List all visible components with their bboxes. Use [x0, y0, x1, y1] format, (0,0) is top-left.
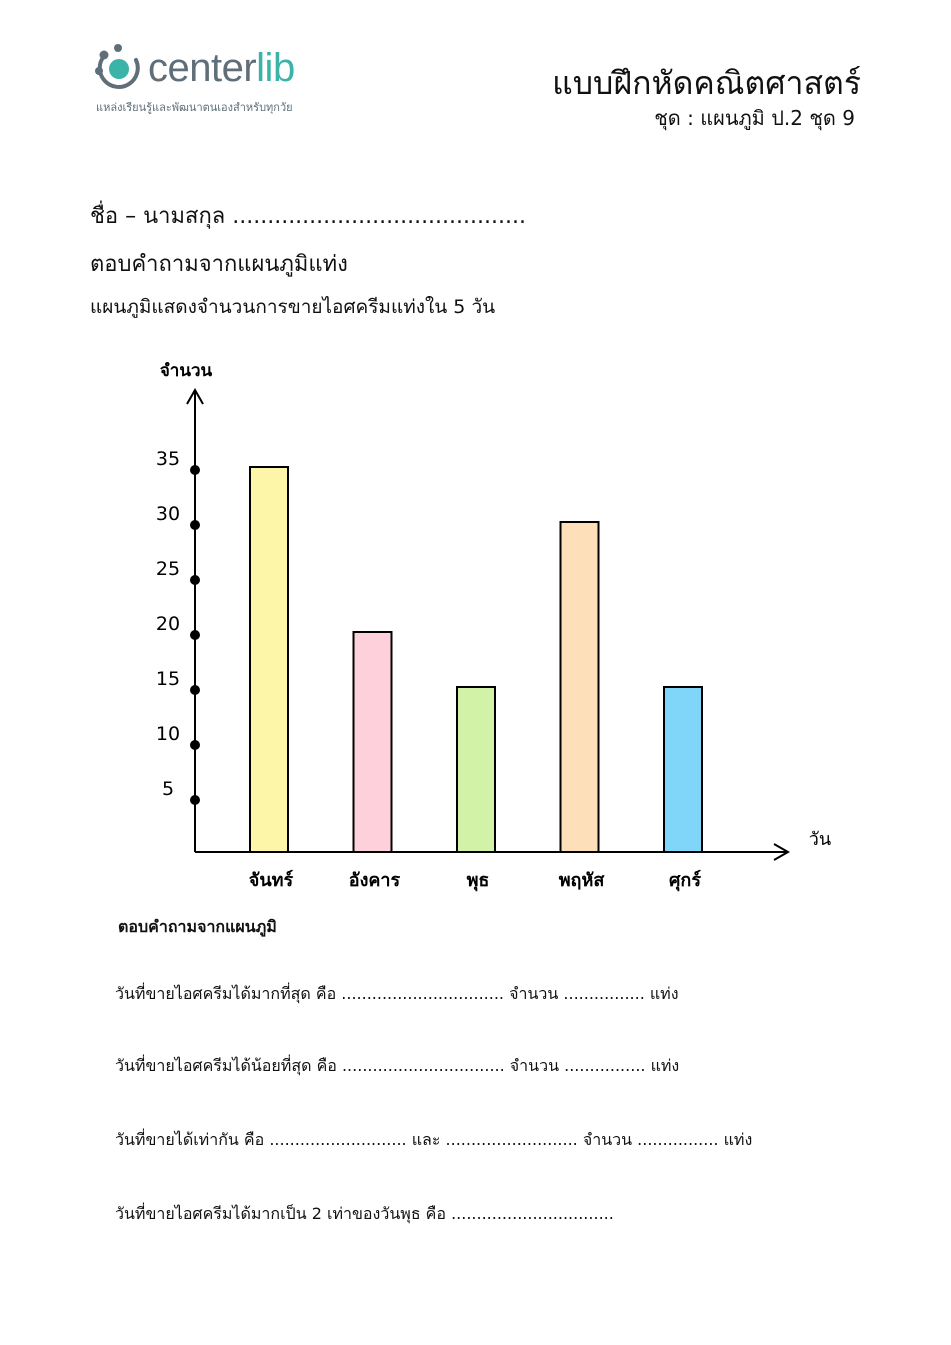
x-axis-label: วัน: [808, 829, 832, 850]
y-tick-dot-2: [190, 685, 200, 695]
y-tick-dot-6: [190, 465, 200, 475]
logo-tagline: แหล่งเรียนรู้และพัฒนาตนเองสำหรับทุกวัย: [96, 101, 293, 114]
bar-4: [664, 687, 702, 852]
question-4: วันที่ขายไอศครีมได้มากเป็น 2 เท่าของวันพุธ คือ ................................: [115, 1204, 614, 1223]
y-tick-label-3: 20: [155, 613, 181, 635]
x-tick-label-0: จันทร์: [248, 870, 294, 891]
y-tick-label-6: 35: [155, 448, 181, 470]
y-tick-label-1: 10: [155, 723, 181, 745]
y-tick-dot-1: [190, 740, 200, 750]
x-tick-label-2: พุธ: [466, 870, 490, 891]
y-tick-label-0: 5: [161, 778, 175, 800]
instruction: ตอบคำถามจากแผนภูมิแท่ง: [90, 252, 348, 277]
centerlib-logo-icon: [92, 42, 144, 94]
logo: [92, 40, 352, 120]
page-title: แบบฝึกหัดคณิตศาสตร์: [552, 64, 861, 102]
x-tick-label-4: ศุกร์: [669, 870, 701, 891]
logo-brand-center: center: [148, 46, 257, 90]
chart-x-labels: [249, 869, 702, 892]
bar-1: [354, 632, 392, 852]
y-tick-label-2: 15: [155, 668, 181, 690]
chart-caption: แผนภูมิแสดงจำนวนการขายไอศครีมแท่งใน 5 วัน: [90, 296, 496, 318]
y-tick-label-5: 30: [155, 503, 181, 525]
question-3: วันที่ขายได้เท่ากัน คือ ........................... และ .......................... จำนวน ................ แท่ง: [115, 1130, 753, 1149]
chart-ticks: [156, 448, 200, 805]
chart-bars: [250, 467, 702, 852]
name-line: ชื่อ – นามสกุล ..........................................: [90, 204, 526, 229]
questions-heading: ตอบคำถามจากแผนภูมิ: [118, 917, 277, 936]
bar-0: [250, 467, 288, 852]
x-tick-label-1: อังคาร: [348, 870, 401, 891]
question-2: วันที่ขายไอศครีมได้น้อยที่สุด คือ ................................ จำนวน ................ แท่ง: [115, 1056, 680, 1075]
y-axis-label: จำนวน: [159, 361, 213, 381]
y-tick-dot-5: [190, 520, 200, 530]
y-tick-dot-3: [190, 630, 200, 640]
bar-2: [457, 687, 495, 852]
question-1: วันที่ขายไอศครีมได้มากที่สุด คือ ................................ จำนวน ................ แท่ง: [115, 984, 679, 1003]
y-tick-dot-0: [190, 795, 200, 805]
bar-3: [561, 522, 599, 852]
x-tick-label-3: พฤหัส: [558, 870, 605, 891]
page-subtitle: ชุด : แผนภูมิ ป.2 ชุด 9: [654, 106, 855, 130]
y-tick-label-4: 25: [155, 558, 181, 580]
logo-brand-lib: lib: [256, 46, 295, 90]
logo-wordmark: [148, 46, 295, 91]
bar-chart: [120, 350, 840, 900]
y-tick-dot-4: [190, 575, 200, 585]
